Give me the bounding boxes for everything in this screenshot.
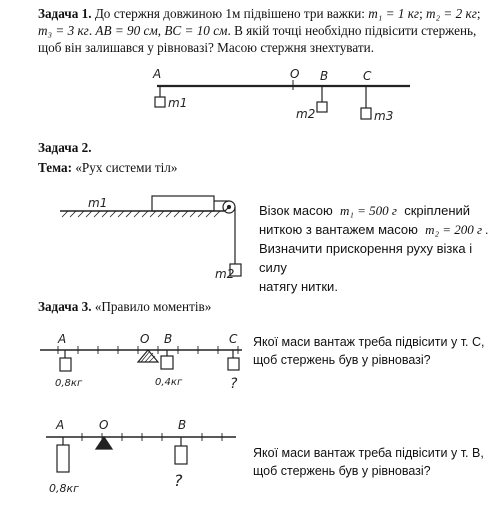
task3-heading xyxy=(38,298,211,315)
task2-table-hatch xyxy=(62,211,220,217)
task2-line2-a: ниткою з вантажем масою xyxy=(259,222,418,237)
task1-text-part2: . В якій точці необхідно підвісити стержень, щоб він залишався у рівновазі? Масою стержня знехтувати. xyxy=(38,23,477,55)
task1-label-o: O xyxy=(290,67,300,81)
task3-fig2-fulcrum xyxy=(96,437,112,449)
task2-m1: m₁ = 500 г xyxy=(339,203,397,218)
task1-ab: AB = 90 см xyxy=(95,23,158,38)
task2-text xyxy=(259,201,495,296)
task2-line4: натягу нитки. xyxy=(259,279,338,294)
task3-fig2-mass-a: 0,8кг xyxy=(49,482,79,495)
task1-m1: m₁ = 1 кг xyxy=(368,6,420,21)
task3-fig1-weight-c xyxy=(228,358,239,370)
task1-text: Задача 1. До стержня довжиною 1м підвішено три важки: m₁ = 1 кг; m₂ = 2 кг; m₃ = 3 кг. AB = 90 см, BC = 10 см. В якій точці необхідно підвісити стержень, щоб він залишався у рівновазі? Масою стержня знехтувати. xyxy=(38,6,481,55)
task2-label: Задача 2. xyxy=(38,140,92,155)
task1-label-m1: m1 xyxy=(168,96,188,110)
task1-weight-m1 xyxy=(155,97,165,107)
task1-label-a: A xyxy=(153,67,162,81)
task2-line1-b: скріплений xyxy=(404,203,471,218)
task3-fig2-weight-a xyxy=(57,445,69,472)
task1-weight-m3 xyxy=(361,108,371,119)
task1-label: Задача 1. xyxy=(38,6,92,21)
task2-cart xyxy=(152,196,214,211)
task2-label-m1: m1 xyxy=(88,196,108,210)
task3-figure1 xyxy=(40,346,242,371)
task2-line1 xyxy=(259,201,495,220)
task1-label-m2: m2 xyxy=(296,107,316,121)
task1-label-m3: m3 xyxy=(374,109,394,123)
task1-label-c: C xyxy=(363,69,372,83)
task2-line2 xyxy=(259,220,495,239)
task3-fig2-label-a: A xyxy=(56,418,65,432)
task1-text-part1: До стержня довжиною 1м підвішено три важки: xyxy=(94,6,365,21)
task3-label: Задача 3. xyxy=(38,299,92,314)
task3-fig1-label-a: A xyxy=(58,332,67,346)
task3-question1 xyxy=(253,333,495,369)
task2-m2: m₂ = 200 г . xyxy=(425,222,489,237)
task2-line3: Визначити прискорення руху візка і силу xyxy=(259,241,473,275)
task3-question2-line1: Якої маси вантаж треба підвісити у т. В, xyxy=(253,446,484,460)
task2-theme-label: Тема: xyxy=(38,160,73,175)
task3-fig1-label-b: B xyxy=(164,332,173,346)
task3-fig2-weight-b xyxy=(175,446,187,464)
task3-fig2-label-o: O xyxy=(99,418,109,432)
task3-fig2-label-b: B xyxy=(178,418,187,432)
task3-fig1-unknown: ? xyxy=(230,376,238,392)
task2-line1-a: Візок масою xyxy=(259,203,333,218)
task1-m2: m₂ = 2 кг xyxy=(426,6,477,21)
task3-fig1-label-o: O xyxy=(140,332,150,346)
task1-weight-m2 xyxy=(317,102,327,112)
task2-theme xyxy=(38,159,177,176)
task3-figure2 xyxy=(46,433,236,472)
task3-fig1-mass-a: 0,8кг xyxy=(55,378,83,389)
task1-m3: m₃ = 3 кг xyxy=(38,23,89,38)
task3-fig1-weight-b xyxy=(161,356,173,369)
task1-figure xyxy=(155,80,410,119)
task3-question1-line2: щоб стержень був у рівновазі? xyxy=(253,353,431,367)
task3-question1-line1: Якої маси вантаж треба підвісити у т. С, xyxy=(253,335,485,349)
task3-fig2-unknown: ? xyxy=(174,471,183,490)
task3-question2 xyxy=(253,444,495,480)
task3-fig1-label-c: C xyxy=(229,332,238,346)
task3-fig1-weight-a xyxy=(60,358,71,371)
task1-bc: BC = 10 см xyxy=(164,23,228,38)
task1-label-b: B xyxy=(320,69,329,83)
task3-fig1-mass-b: 0,4кг xyxy=(155,377,183,388)
task2-theme-value: «Рух системи тіл» xyxy=(75,160,178,175)
task3-question2-line2: щоб стержень був у рівновазі? xyxy=(253,464,431,478)
task3-title: «Правило моментів» xyxy=(94,299,212,314)
task2-label-m2: m2 xyxy=(215,267,235,281)
